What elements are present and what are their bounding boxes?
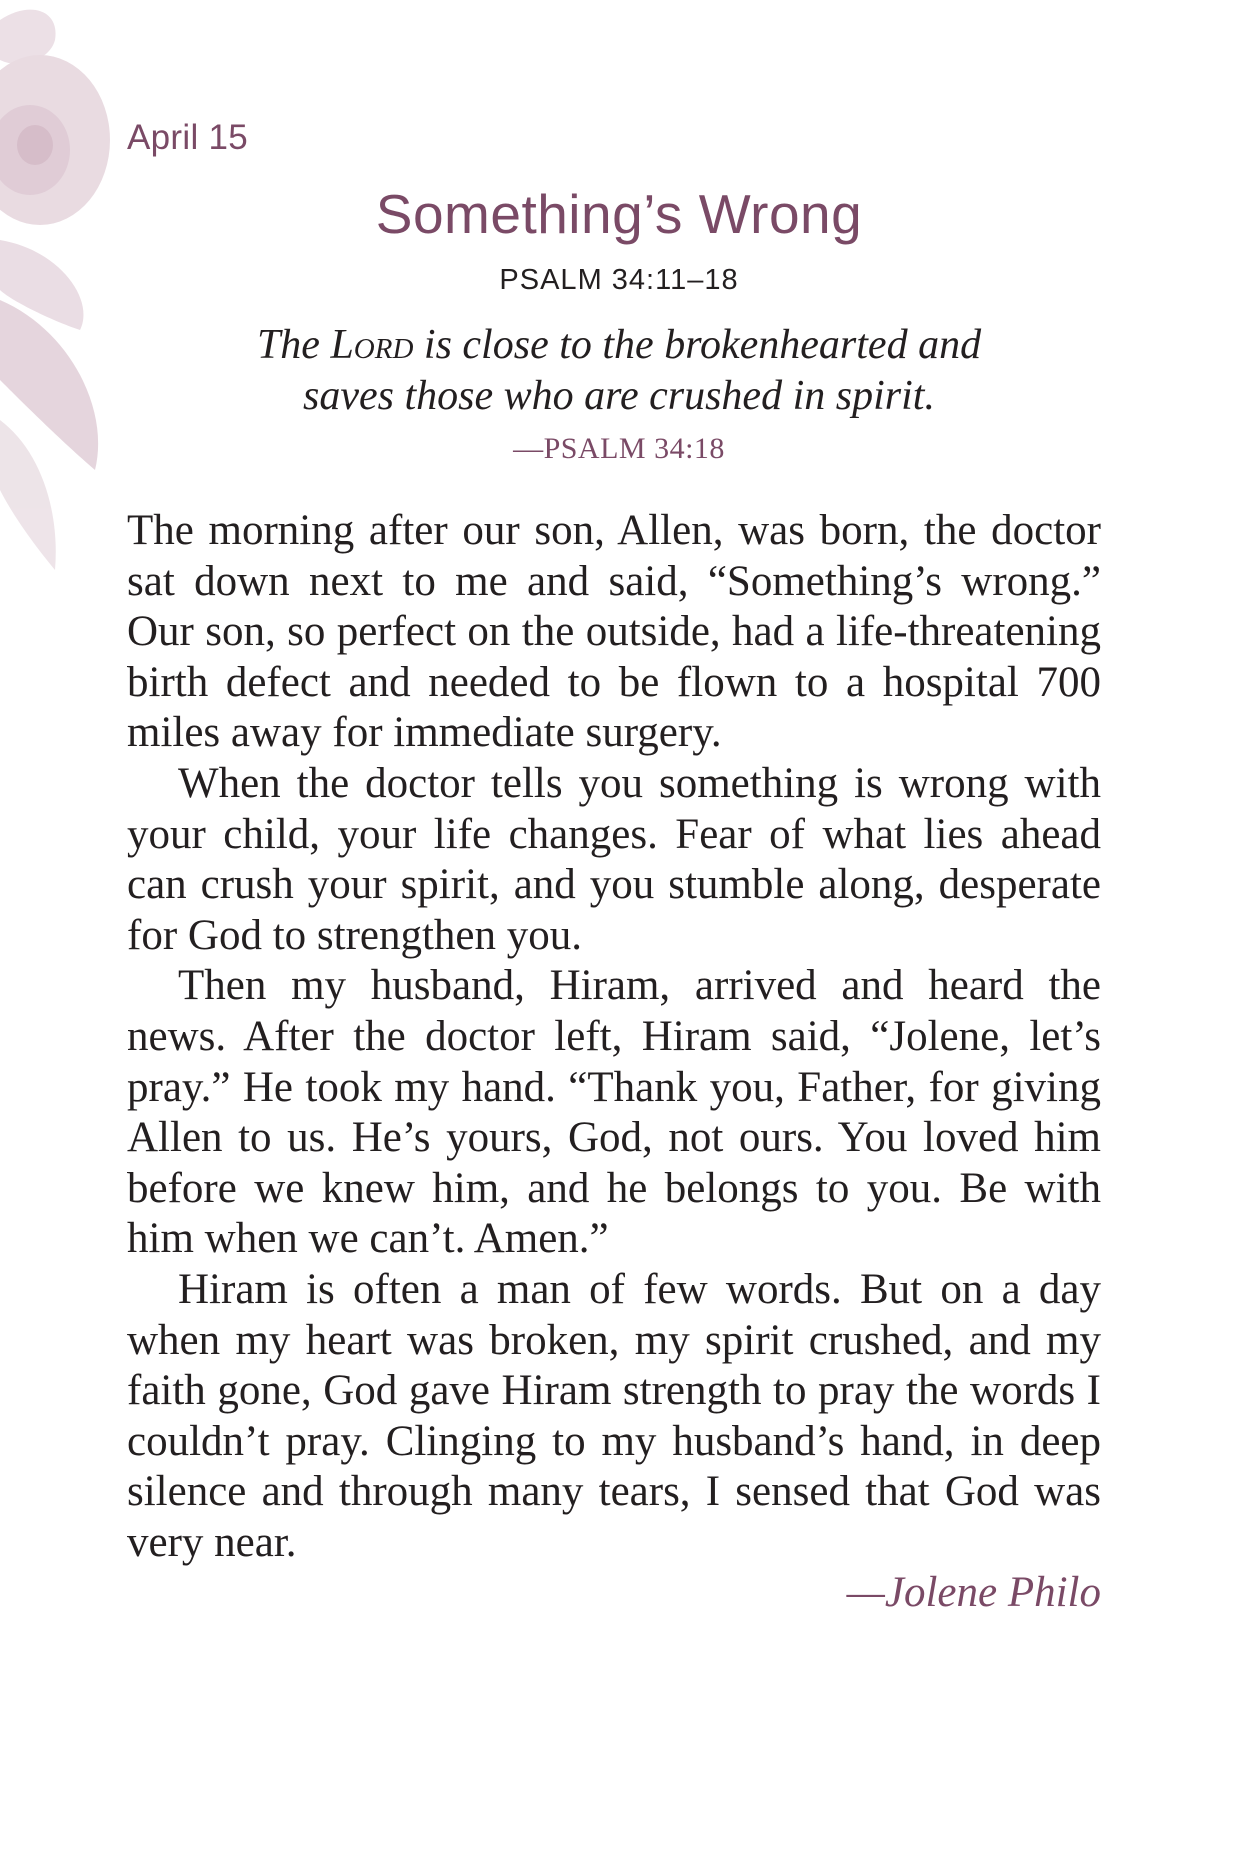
verse-line-2: saves those who are crushed in spirit. xyxy=(303,373,935,419)
devotion-title: Something’s Wrong xyxy=(375,183,863,245)
paragraph: When the doctor tells you something is wrong with your child, your life changes. Fear of what lies ahead can crush your spirit, and you stumble along, desperate for God to strengthen you. xyxy=(127,759,1101,959)
paragraph: The morning after our son, Allen, was born, the doctor sat down next to me and said, “Something’s wrong.” Our son, so perfect on the outside, had a life-threatening birth defect and needed to be flown to a hospital 700 miles away for immediate surgery. xyxy=(127,507,1101,757)
page-date: April 15 xyxy=(127,118,249,157)
author-signature: —Jolene Philo xyxy=(846,1569,1101,1616)
verse-lord: Lord xyxy=(330,322,414,368)
verse-text: is close to the brokenhearted and xyxy=(413,322,982,368)
paragraph: Then my husband, Hiram, arrived and heard the news. After the doctor left, Hiram said, “Jolene, let’s pray.” He took my hand. “Thank you, Father, for giving Allen to us. He’s yours, God, not ours. You loved him before we knew him, and he belongs to you. Be with him when we can’t. Amen.” xyxy=(127,962,1101,1263)
verse-reference: —PSALM 34:18 xyxy=(513,432,725,465)
key-verse xyxy=(160,320,1078,422)
verse-text: The xyxy=(256,322,331,368)
devotion-body xyxy=(127,506,1101,1568)
scripture-reading: PSALM 34:11–18 xyxy=(499,264,739,296)
verse-line-1 xyxy=(160,320,1078,371)
paragraph: Hiram is often a man of few words. But on a day when my heart was broken, my spirit crushed, and my faith gone, God gave Hiram strength to pray the words I couldn’t pray. Clinging to my husband’s hand, in deep silence and through many tears, I sensed that God was very near. xyxy=(127,1265,1101,1566)
